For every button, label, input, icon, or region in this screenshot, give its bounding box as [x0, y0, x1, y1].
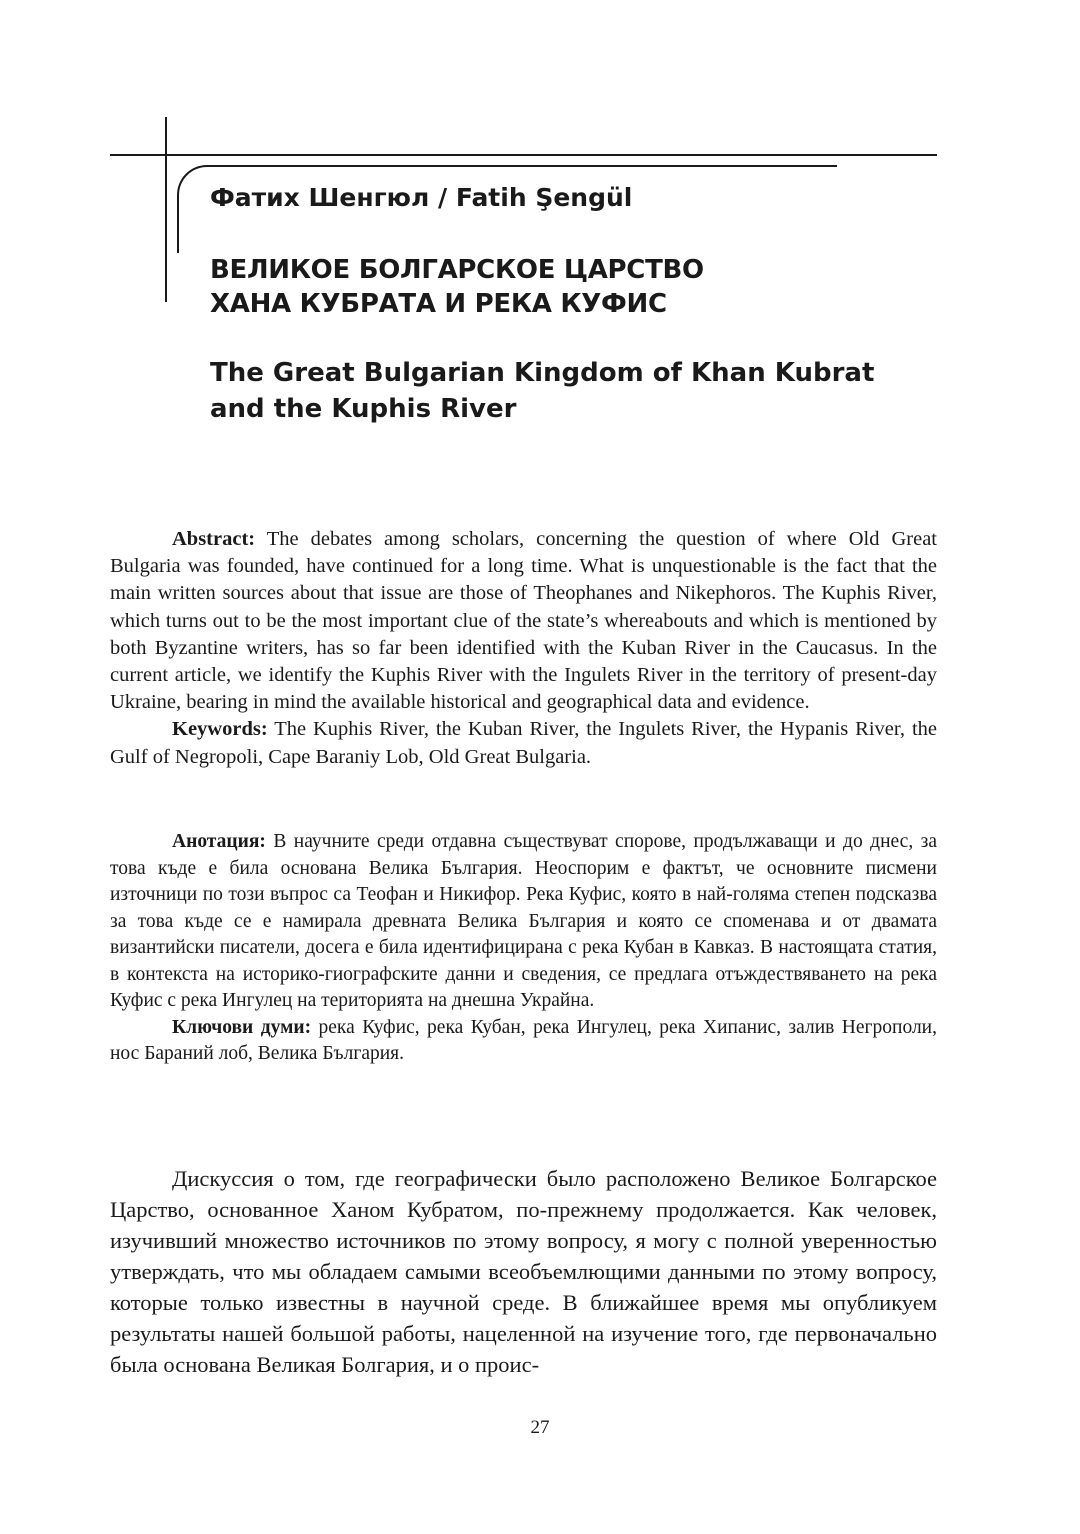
keywords-label: Keywords:: [172, 718, 268, 741]
article-body: [110, 1163, 937, 1380]
title-english: [210, 355, 910, 427]
keywords-bg-paragraph: [110, 1015, 937, 1068]
title-english-line-2: and the Kuphis River: [210, 394, 517, 424]
title-russian-line-2: ХАНА КУБРАТА И РЕКА КУФИС: [210, 289, 667, 319]
abstract-text: The debates among scholars, concerning the question of where Old Great Bulgaria was founded, have continued for a long time. What is unquestionable is the fact that the main written sources about that issue are those of Theophanes and Nikephoros. The Kuphis River, which turns out to be the most important clue of the state’s whereabouts and which is mentioned by both Byzantine writers, has so far been identified with the Kuban River in the Caucasus. In the current article, we identify the Kuphis River with the Ingulets River in the territory of present-day Ukraine, bearing in mind the available historical and geographical data and evidence.: [110, 528, 937, 714]
keywords-paragraph: [110, 716, 937, 770]
keywords-text: The Kuphis River, the Kuban River, the Ingulets River, the Hypanis River, the Gulf of Negropoli, Cape Baraniy Lob, Old Great Bulgaria.: [110, 718, 937, 768]
annotation-paragraph: [110, 829, 937, 1015]
title-russian: [210, 253, 910, 321]
annotation-text: В научните среди отдавна съществуват спорове, продължаващи и до днес, за това къде е била основана Велика България. Неоспорим е фактът, че основните писмени източници по този въпрос са Теофан и Никифор. Река Куфис, която в най-голяма степен подсказва за това къде се е намирала древната Велика България и която се споменава и от двамата византийски писатели, досега е била идентифицирана с река Кубан в Кавказ. В настоящата статия, в контекста на историко-гиографските данни и сведения, се предлага отъждествяването на река Куфис с река Ингулец на територията на днешна Украйна.: [110, 831, 937, 1011]
keywords-bg-label: Ключови думи:: [172, 1016, 312, 1038]
title-russian-line-1: ВЕЛИКОЕ БОЛГАРСКОЕ ЦАРСТВО: [210, 255, 704, 285]
annotation-label: Анотация:: [172, 831, 266, 852]
abstract-english: [110, 526, 937, 771]
author-name: Фатих Шенгюл / Fatih Şengül: [210, 183, 633, 212]
abstract-bulgarian: [110, 829, 937, 1068]
header-vertical-rule: [165, 117, 167, 302]
title-english-line-1: The Great Bulgarian Kingdom of Khan Kubrat: [210, 358, 875, 388]
abstract-paragraph: [110, 526, 937, 716]
abstract-label: Abstract:: [172, 528, 256, 550]
body-paragraph: Дискуссия о том, где географически было расположено Великое Болгарское Царство, основанное Ханом Кубратом, по-прежнему продолжается. Как человек, изучивший множество источников по этому вопросу, я могу с полной уверенностью утверждать, что мы обладаем самыми всеобъемлющими данными по этому вопросу, которые только известны в научной среде. В ближайшее время мы опубликуем результаты нашей большой работы, нацеленной на изучение того, где первоначально была основана Великая Болгария, и о проис-: [110, 1166, 937, 1377]
page-number: 27: [530, 1417, 550, 1438]
keywords-bg-text: река Куфис, река Кубан, река Ингулец, река Хипанис, залив Негрополи, нос Бараний лоб, Велика България.: [110, 1016, 937, 1064]
header-horizontal-rule: [110, 154, 937, 156]
